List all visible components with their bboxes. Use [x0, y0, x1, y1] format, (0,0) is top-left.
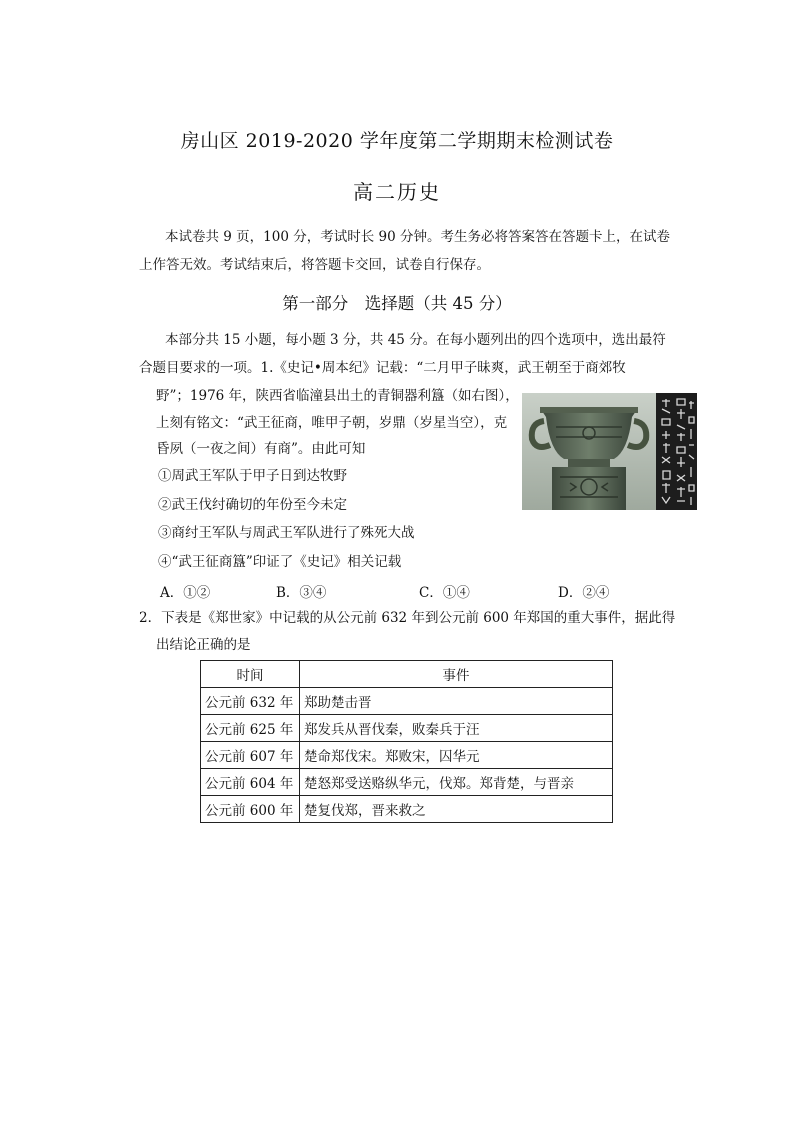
row-time: 公元前 632 年: [201, 688, 300, 715]
q1-option-b[interactable]: B．③④: [276, 585, 327, 601]
section-heading: 第一部分 选择题（共 45 分）: [282, 294, 512, 313]
header-time: 时间: [201, 661, 300, 688]
q1-stem-line-1: 野”；1976 年，陕西省临潼县出土的青铜器利簋（如右图），: [156, 388, 519, 404]
table-row: [201, 769, 613, 796]
exam-title: 房山区 2019-2020 学年度第二学期期末检测试卷: [180, 130, 614, 152]
row-time: 公元前 607 年: [201, 742, 300, 769]
q1-stem-line-2: 上刻有铭文：“武王征商，唯甲子朝，岁鼎（岁星当空），克: [156, 415, 508, 431]
row-event: 郑助楚击晋: [300, 688, 613, 715]
li-gui-bronze-photo: [522, 393, 697, 510]
table-header-row: [201, 661, 613, 688]
section-intro-line-2: 合题目要求的一项。1.《史记•周本纪》记载：“二月甲子昧爽，武王朝至于商郊牧: [139, 360, 626, 376]
q1-statement-1: ①周武王军队于甲子日到达牧野: [158, 468, 347, 484]
bronze-vessel-image: [522, 393, 697, 510]
q1-statement-2: ②武王伐纣确切的年份至今未定: [158, 497, 347, 513]
instructions-line-2: 上作答无效。考试结束后，将答题卡交回，试卷自行保存。: [139, 257, 490, 273]
zheng-events-table: [200, 660, 613, 823]
instructions-line-1: 本试卷共 9 页，100 分，考试时长 90 分钟。考生务必将答案答在答题卡上，在试卷: [165, 229, 670, 245]
subject-title: 高二历史: [353, 180, 441, 204]
row-time: 公元前 600 年: [201, 796, 300, 823]
section-intro-line-1: 本部分共 15 小题，每小题 3 分，共 45 分。在每小题列出的四个选项中，选出最符: [165, 332, 666, 348]
table-row: [201, 715, 613, 742]
table-row: [201, 742, 613, 769]
q2-stem-line-2: 出结论正确的是: [156, 637, 251, 653]
q1-stem-line-3: 昏夙（一夜之间）有商”。由此可知: [156, 441, 366, 457]
row-event: 郑发兵从晋伐秦，败秦兵于汪: [300, 715, 613, 742]
q1-statement-3: ③商纣王军队与周武王军队进行了殊死大战: [158, 525, 415, 541]
row-event: 楚命郑伐宋。郑败宋，囚华元: [300, 742, 613, 769]
row-event: 楚复伐郑，晋来救之: [300, 796, 613, 823]
q1-option-a[interactable]: A．①②: [160, 585, 211, 601]
row-time: 公元前 604 年: [201, 769, 300, 796]
table-row: [201, 796, 613, 823]
q1-option-c[interactable]: C．①④: [419, 585, 470, 601]
q2-stem-line-1: 2．下表是《郑世家》中记载的从公元前 632 年到公元前 600 年郑国的重大事件，据此得: [139, 610, 676, 626]
q1-option-d[interactable]: D．②④: [558, 585, 610, 601]
q1-statement-4: ④“武王征商簋”印证了《史记》相关记载: [158, 554, 402, 570]
table-row: [201, 688, 613, 715]
header-event: 事件: [300, 661, 613, 688]
row-time: 公元前 625 年: [201, 715, 300, 742]
row-event: 楚怒郑受送赂纵华元，伐郑。郑背楚，与晋亲: [300, 769, 613, 796]
